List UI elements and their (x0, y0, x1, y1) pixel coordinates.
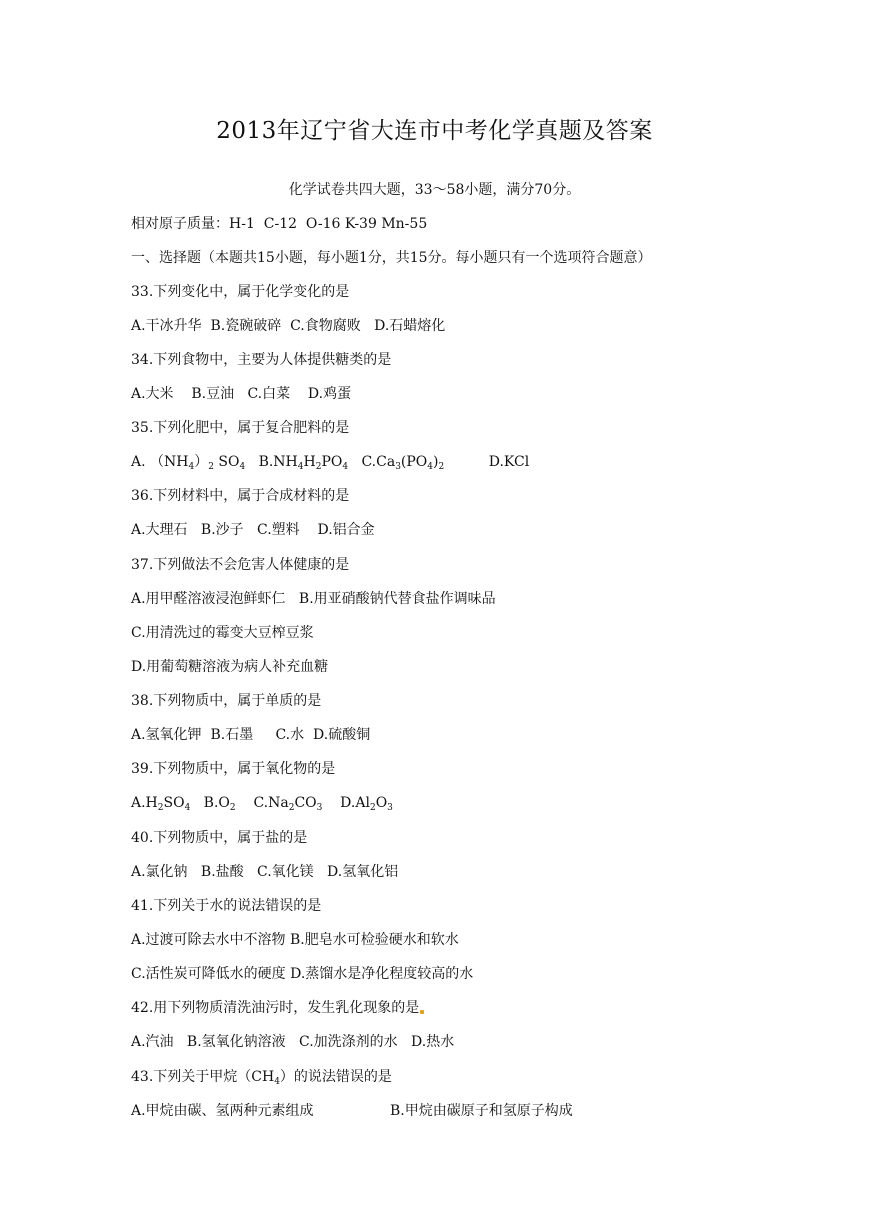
question-37: 37.下列做法不会危害人体健康的是 (131, 557, 350, 573)
question-39: 39.下列物质中，属于氧化物的是 (131, 761, 336, 777)
question-41-options-ab: A.过渡可除去水中不溶物 B.肥皂水可检验硬水和软水 (131, 932, 459, 948)
question-39-options: $A.H_2SO_4$ $B.O_2$ $C.Na_2CO_3$ $D.Al_2O_3$ (131, 795, 393, 813)
question-37-option-d: D.用葡萄糖溶液为病人补充血糖 (131, 659, 329, 675)
question-43-option-b: B.甲烷由碳原子和氢原子构成 (390, 1103, 573, 1119)
question-40: 40.下列物质中，属于盐的是 (131, 830, 308, 846)
question-42: 42.用下列物质清洗油污时，发生乳化现象的是 (131, 998, 424, 1018)
exam-intro: 化学试卷共四大题，33～58小题，满分70分。 (288, 182, 581, 198)
mark-dot (420, 1010, 424, 1014)
question-41-options-cd: C.活性炭可降低水的硬度 D.蒸馏水是净化程度较高的水 (131, 966, 474, 982)
question-40-options: A.氯化钠 B.盐酸 C.氧化镁 D.氢氧化铝 (131, 864, 399, 880)
question-36: 36.下列材料中，属于合成材料的是 (131, 488, 350, 504)
question-33-options: A.干冰升华 B.瓷碗破碎 C.食物腐败 D.石蜡熔化 (131, 318, 446, 334)
question-43: 43.下列关于甲烷$(CH_4)$的说法错误的是 (131, 1069, 392, 1087)
page-title: 2013年辽宁省大连市中考化学真题及答案 (216, 118, 653, 144)
question-37-option-c: C.用清洗过的霉变大豆榨豆浆 (131, 625, 314, 641)
question-36-options: A.大理石 B.沙子 C.塑料 D.铝合金 (131, 522, 375, 538)
question-34-options: A.大米 B.豆油 C.白菜 D.鸡蛋 (131, 386, 352, 402)
question-35: 35.下列化肥中，属于复合肥料的是 (131, 420, 350, 436)
question-42-options: A.汽油 B.氢氧化钠溶液 C.加洗涤剂的水 D.热水 (131, 1034, 455, 1050)
atomic-mass-line: 相对原子质量：H-1 C-12 O-16 K-39 Mn-55 (131, 216, 428, 232)
question-41: 41.下列关于水的说法错误的是 (131, 898, 322, 914)
question-38: 38.下列物质中，属于单质的是 (131, 693, 322, 709)
question-43-option-a: A.甲烷由碳、氢两种元素组成 (131, 1103, 314, 1119)
question-33: 33.下列变化中，属于化学变化的是 (131, 284, 350, 300)
question-37-options-ab: A.用甲醛溶液浸泡鲜虾仁 B.用亚硝酸钠代替食盐作调味品 (131, 591, 496, 607)
question-38-options: A.氢氧化钾 B.石墨 C.水 D.硫酸铜 (131, 727, 371, 743)
question-35-options: A. $(NH_4)_2$ $SO_4$ $B.NH_4H_2PO_4$ $C.Ca_3(PO_4)_2$ D.KCl (131, 454, 530, 472)
section-heading: 一、选择题（本题共15小题，每小题1分，共15分。每小题只有一个选项符合题意） (131, 250, 652, 266)
question-34: 34.下列食物中，主要为人体提供糖类的是 (131, 352, 392, 368)
